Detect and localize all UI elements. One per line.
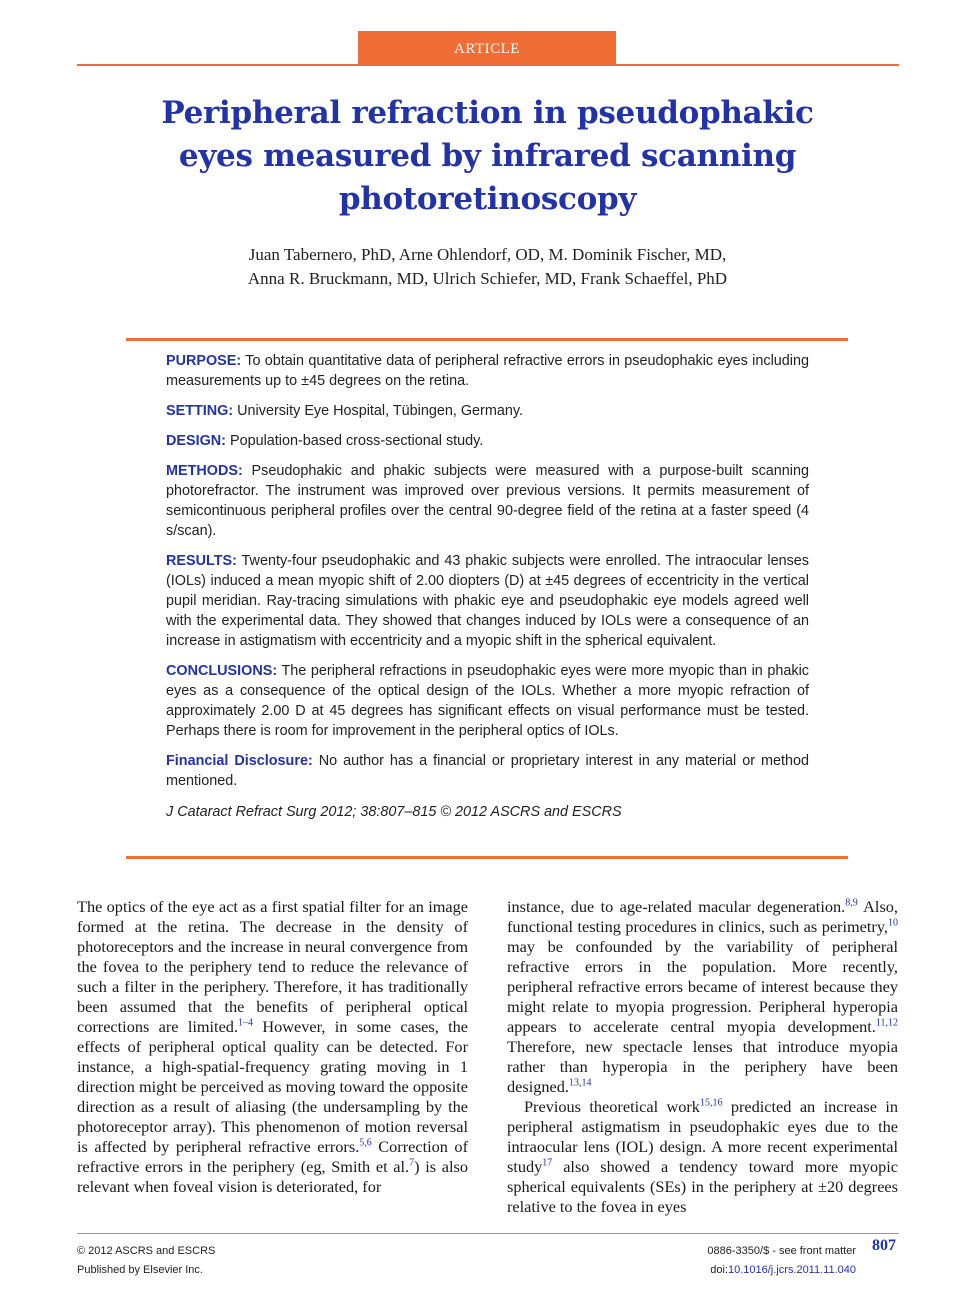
author-list	[100, 243, 875, 291]
reference-link[interactable]: 1–4	[238, 1017, 254, 1029]
body-paragraph: Previous theoretical work$^{15,16}$ predicted an increase in peripheral astigmatism in pseudophakic eyes due to the intraocular lens (IOL) design. A more recent experimental study$^{17}$ also showed a tendency toward more myopic spherical equivalents (SEs) in the periphery at ±20 degrees relative to the fovea in eyes	[507, 1097, 898, 1216]
reference-link[interactable]: 11,12	[875, 1017, 898, 1029]
abstract	[166, 351, 809, 832]
article-title: Peripheral refraction in pseudophakic eyes measured by infrared scanning photoretinoscopy	[161, 95, 814, 217]
reference-link[interactable]: 8,9	[845, 897, 858, 909]
reference-link[interactable]: 13,14	[568, 1077, 592, 1089]
results-text: Twenty-four pseudophakic and 43 phakic subjects were enrolled. The intraocular lenses (IOLs) induced a mean myopic shift of 2.00 diopters (D) at ±45 degrees of eccentricity in the vertical pupil meridian. Ray-tracing simulations with phakic eye and pseudophakic eye models agreed well with the experimental data. They showed that changes induced by IOLs were a consequence of an increase in astigmatism with eccentricity and a myopic shift in the spherical equivalent.	[166, 553, 809, 649]
footer-left	[77, 1242, 215, 1280]
body-column-right	[507, 897, 898, 1217]
doi-link[interactable]: 10.1016/j.jcrs.2011.11.040	[727, 1264, 856, 1276]
doi-label: doi:	[710, 1264, 728, 1276]
reference-link[interactable]: 7	[409, 1157, 415, 1169]
abstract-methods	[166, 461, 809, 541]
section-tab: ARTICLE	[358, 31, 616, 65]
authors-line-1: Juan Tabernero, PhD, Arne Ohlendorf, OD, M. Dominik Fischer, MD,	[248, 245, 727, 264]
body-column-left	[77, 897, 468, 1197]
abstract-top-rule	[126, 338, 848, 341]
journal-citation: J Cataract Refract Surg 2012; 38:807–815 © 2012 ASCRS and ESCRS	[166, 804, 622, 820]
design-label: DESIGN:	[166, 433, 226, 449]
body-paragraph: instance, due to age-related macular degeneration.$^{8,9}$ Also, functional testing procedures in clinics, such as perimetry,$^{10}$ may be confounded by the variability of peripheral refractive errors in the population. More recently, peripheral refractive errors became of interest because they might relate to myopia progression. Peripheral hyperopia appears to accelerate central myopia development.$^{11,12}$ Therefore, new spectacle lenses that introduce myopia rather than hyperopia in the periphery have been designed.$^{13,14}$	[507, 897, 898, 1096]
conclusions-text: The peripheral refractions in pseudophakic eyes were more myopic than in phakic eyes as a consequence of the optical design of the IOLs. Whether a more myopic refraction of approximately 2.00 D at 45 degrees has significant effects on visual performance must be tested. Perhaps there is room for improvement in the peripheral optics of IOLs.	[166, 663, 809, 739]
abstract-purpose	[166, 351, 809, 391]
abstract-bottom-rule	[126, 856, 848, 859]
methods-text: Pseudophakic and phakic subjects were measured with a purpose-built scanning photorefractor. The instrument was improved over previous versions. It permits measurement of semicontinuous peripheral profiles over the central 90-degree field of the retina at a faster speed (4 s/scan).	[166, 463, 809, 539]
design-text: Population-based cross-sectional study.	[225, 433, 484, 449]
footer-publisher: Published by Elsevier Inc.	[77, 1264, 203, 1276]
body-paragraph: The optics of the eye act as a first spatial filter for an image formed at the retina. The decrease in the density of photoreceptors and the increase in neural convergence from the fovea to the periphery tend to reduce the relevance of such a filter in the periphery. Therefore, it has traditionally been assumed that the benefits of peripheral optical corrections are limited.$^{1-4}$ However, in some cases, the effects of peripheral optical quality can be detected. For instance, a high-spatial-frequency grating moving in 1 direction might be perceived as moving toward the opposite direction as a result of aliasing (the undersampling by the photoreceptor array). This phenomenon of motion reversal is affected by peripheral refractive errors.$^{5,6}$ Correction of refractive errors in the periphery (eg, Smith et al.$^7$) is also relevant when foveal vision is deteriorated, for	[77, 897, 468, 1196]
footer-right	[707, 1242, 856, 1280]
header-rule	[77, 64, 899, 66]
disclosure-text: No author has a financial or proprietary interest in any material or method mentioned.	[166, 753, 809, 789]
authors-line-2: Anna R. Bruckmann, MD, Ulrich Schiefer, MD, Frank Schaeffel, PhD	[247, 269, 728, 288]
abstract-design	[166, 431, 809, 451]
setting-text: University Eye Hospital, Tübingen, Germany.	[233, 403, 523, 419]
abstract-disclosure	[166, 751, 809, 791]
reference-link[interactable]: 10	[888, 917, 898, 929]
conclusions-label: CONCLUSIONS:	[166, 663, 278, 679]
abstract-setting	[166, 401, 809, 421]
footer-doi	[707, 1261, 856, 1280]
disclosure-label: Financial Disclosure:	[166, 753, 313, 769]
reference-link[interactable]: 15,16	[699, 1097, 723, 1109]
footer-rule	[77, 1233, 899, 1234]
footer-issn: 0886-3350/$ - see front matter	[707, 1245, 856, 1257]
reference-link[interactable]: 17	[542, 1157, 553, 1169]
footer-copyright: © 2012 ASCRS and ESCRS	[77, 1245, 216, 1257]
purpose-text: To obtain quantitative data of peripheral refractive errors in pseudophakic eyes including measurements up to ±45 degrees on the retina.	[166, 353, 809, 389]
reference-link[interactable]: 5,6	[359, 1137, 372, 1149]
setting-label: SETTING:	[166, 403, 234, 419]
abstract-results	[166, 551, 809, 651]
page-number: 807	[872, 1237, 896, 1254]
purpose-label: PURPOSE:	[166, 353, 242, 369]
abstract-conclusions	[166, 661, 809, 741]
results-label: RESULTS:	[166, 553, 237, 569]
methods-label: METHODS:	[166, 463, 243, 479]
